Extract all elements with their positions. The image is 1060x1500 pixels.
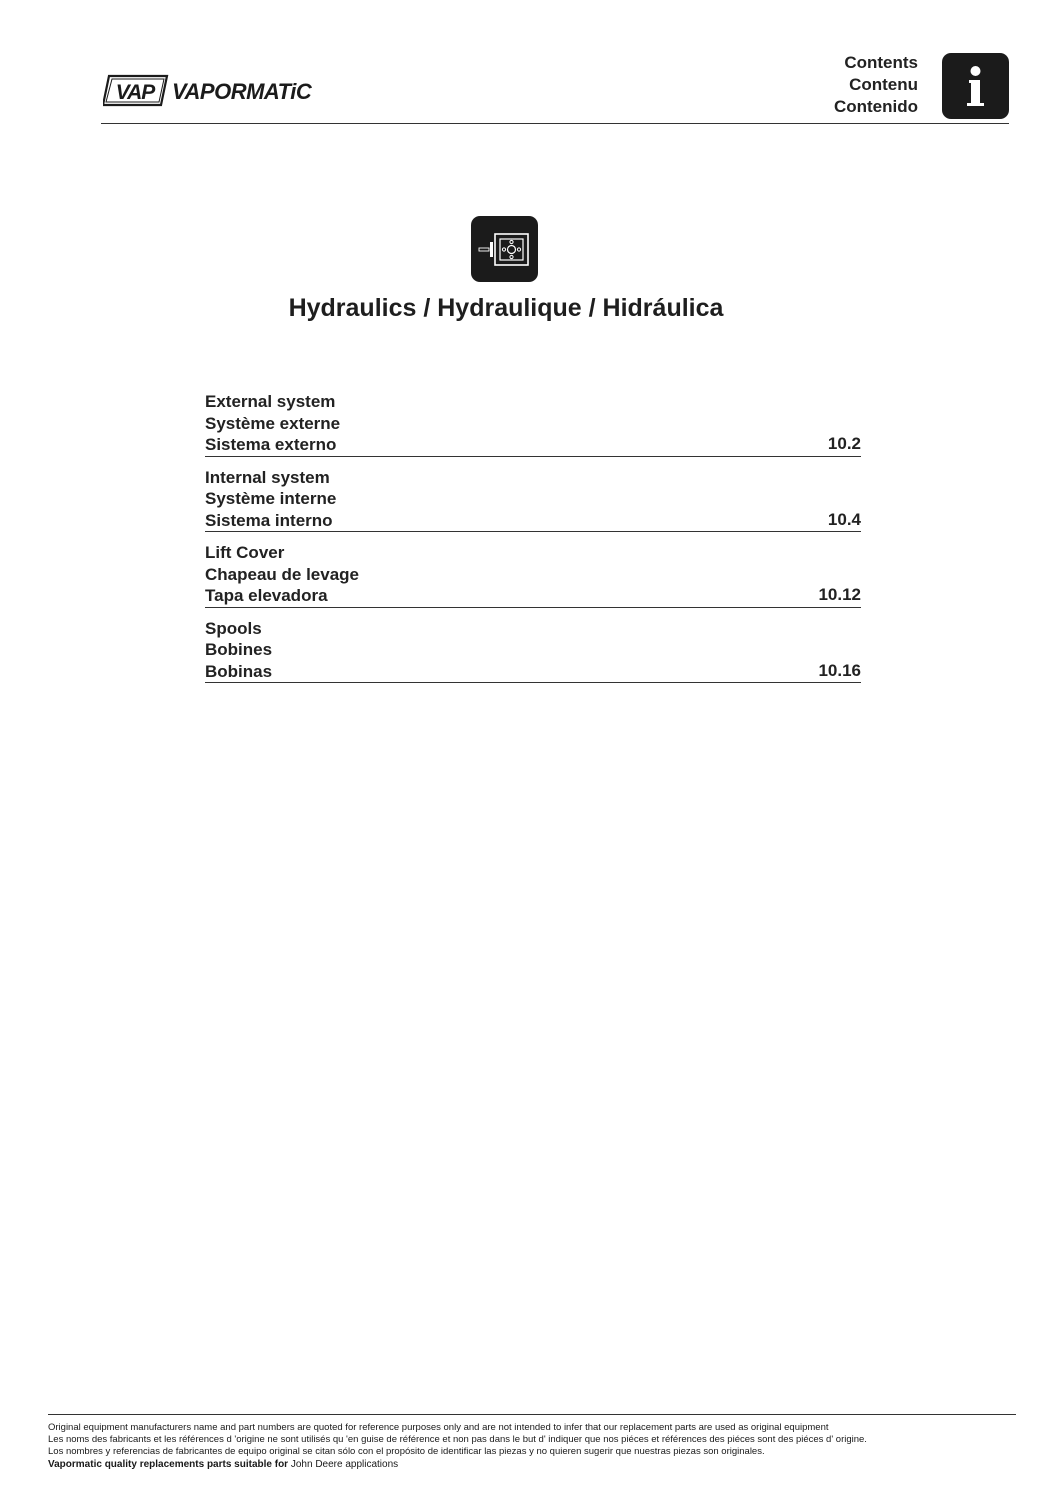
logo-mark: VAP — [115, 81, 155, 104]
toc-entry-label: Tapa elevadora — [205, 586, 328, 605]
toc-entry-label: Sistema externo — [205, 435, 337, 454]
toc-entry-label: Système interne — [205, 489, 337, 508]
toc-entry-page: 10.12 — [818, 585, 861, 604]
toc-entry-page: 10.2 — [827, 434, 861, 453]
header-titles — [834, 52, 918, 118]
toc-entry-label: Spools — [205, 618, 262, 638]
toc-entry-lift-cover[interactable] — [205, 541, 861, 608]
toc-entry-spools[interactable] — [205, 617, 861, 684]
applications-note — [48, 1459, 1016, 1471]
disclaimer-fr: Les noms des fabricants et les références d 'origine ne sont utilisés qu 'en guise de référence et non pas dans le but d' indiquer que nos piéces et références des piéces sont des piéces d' origine. — [48, 1434, 867, 1445]
hydraulic-pump-icon — [471, 216, 538, 282]
disclaimer-es: Los nombres y referencias de fabricantes de equipo original se citan sólo con el propósito de identificar las piezas y no quieren sugerir que nuestras piezas son originales. — [48, 1446, 765, 1457]
section-title: Hydraulics / Hydraulique / Hidráulica — [288, 294, 724, 322]
header-title-fr: Contenu — [849, 75, 918, 94]
header-title-es: Contenido — [833, 97, 918, 116]
table-of-contents — [205, 390, 861, 692]
header-divider — [101, 123, 1009, 124]
toc-entry-label: Bobines — [205, 640, 273, 659]
header-title-en: Contents — [844, 53, 918, 72]
disclaimer-en: Original equipment manufacturers name and part numbers are quoted for reference purposes only and are not intended to infer that our replacement parts are used as original equipment — [48, 1422, 829, 1433]
footer-disclaimer — [48, 1422, 1016, 1471]
toc-entry-label: Bobinas — [205, 661, 273, 681]
toc-entry-external-system[interactable] — [205, 390, 861, 457]
applications-note-bold: Vapormatic quality replacements parts suitable for — [48, 1459, 289, 1470]
toc-entry-label: Sistema interno — [205, 510, 333, 530]
toc-entry-label: Système externe — [205, 413, 341, 433]
info-icon — [942, 53, 1009, 119]
footer-divider — [48, 1414, 1016, 1415]
logo-wordmark: VAPORMATiC — [172, 79, 312, 104]
vapormatic-logo — [103, 74, 343, 108]
toc-entry-label: Lift Cover — [205, 543, 285, 562]
toc-entry-label: Internal system — [205, 467, 330, 487]
toc-entry-internal-system[interactable] — [205, 466, 861, 533]
toc-entry-label: Chapeau de levage — [205, 564, 360, 584]
toc-entry-label: External system — [205, 392, 336, 411]
toc-entry-page: 10.16 — [818, 660, 861, 680]
applications-note-brand: John Deere applications — [290, 1459, 399, 1470]
toc-entry-page: 10.4 — [827, 509, 861, 529]
